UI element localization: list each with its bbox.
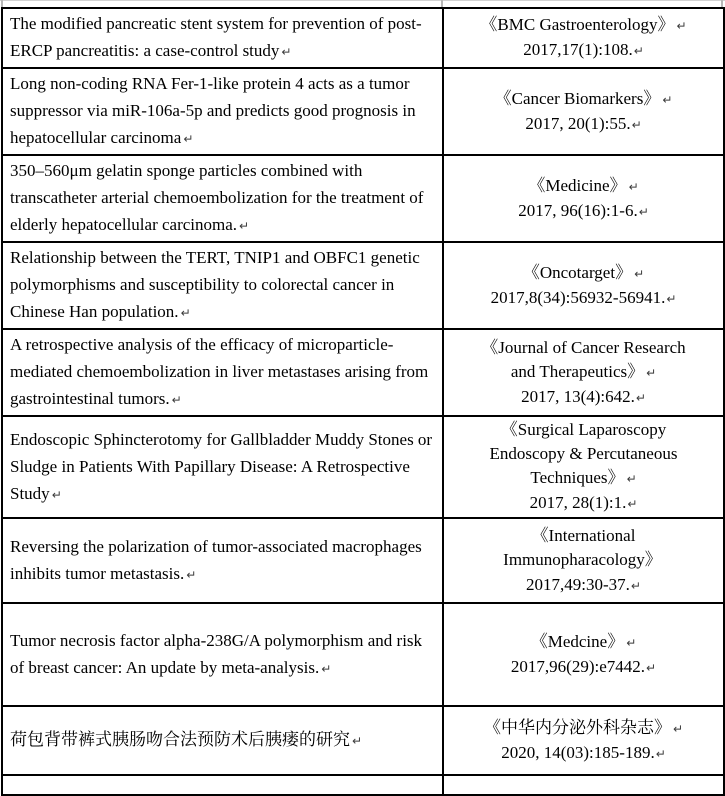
paper-title: 荷包背带裤式胰肠吻合法预防术后胰瘘的研究 <box>10 730 350 749</box>
paragraph-mark-icon: ↵ <box>180 306 191 320</box>
paragraph-mark-icon: ↵ <box>630 578 641 593</box>
paragraph-mark-icon: ↵ <box>676 19 687 33</box>
top-border-artifact <box>0 0 725 1</box>
journal-cell[interactable] <box>443 416 724 518</box>
citation: 2017,8(34):56932-56941. <box>490 287 666 307</box>
journal-cell[interactable] <box>443 8 724 68</box>
paragraph-mark-icon: ↵ <box>281 45 292 59</box>
paper-title: Endoscopic Sphincterotomy for Gallbladder Muddy Stones or Sludge in Patients With Papillary Disease: A Retrospective Study <box>10 429 433 503</box>
journal-cell[interactable] <box>443 518 724 603</box>
paragraph-mark-icon: ↵ <box>321 661 332 676</box>
journal-cell[interactable] <box>443 329 724 416</box>
paragraph-mark-icon: ↵ <box>635 390 646 405</box>
table-row <box>2 329 724 416</box>
paragraph-mark-icon: ↵ <box>183 132 194 146</box>
paper-title-cell[interactable] <box>2 706 443 775</box>
table-row <box>2 518 724 603</box>
paragraph-mark-icon: ↵ <box>633 44 644 58</box>
paper-title-cell[interactable] <box>2 416 443 518</box>
paper-title-cell[interactable] <box>2 329 443 416</box>
table-row <box>2 68 724 155</box>
paper-title-cell[interactable] <box>2 518 443 603</box>
paragraph-mark-icon: ↵ <box>666 291 677 306</box>
journal-cell[interactable] <box>443 68 724 155</box>
journal-cell[interactable] <box>443 155 724 242</box>
paper-title-cell[interactable] <box>2 8 443 68</box>
journal-name: 《Medcine》 <box>530 631 625 651</box>
citation: 2017, 28(1):1. <box>529 493 627 512</box>
journal-name: 《Cancer Biomarkers》 <box>494 88 661 108</box>
table-row <box>2 416 724 518</box>
citation: 2017, 20(1):55. <box>525 113 631 133</box>
citation: 2017,17(1):108. <box>523 40 633 59</box>
journal-cell[interactable] <box>443 706 724 775</box>
paragraph-mark-icon: ↵ <box>352 734 363 748</box>
paragraph-mark-icon: ↵ <box>628 179 639 194</box>
table-row <box>2 242 724 329</box>
journal-name: 《International Immunopharacology》 <box>503 525 662 569</box>
table-row <box>2 706 724 775</box>
journal-name: 《Medicine》 <box>528 175 627 195</box>
paper-title: Long non-coding RNA Fer-1-like protein 4 acts as a tumor suppressor via miR-106a-5p and predicts good prognosis in hepatocellular carcinoma <box>10 74 416 147</box>
citation: 2017,49:30-37. <box>526 574 630 594</box>
paragraph-mark-icon: ↵ <box>186 567 197 582</box>
journal-cell[interactable] <box>443 603 724 706</box>
paper-title-cell[interactable] <box>2 775 443 795</box>
journal-name: 《Journal of Cancer Research and Therapeutics》 <box>481 337 686 381</box>
paper-title: Tumor necrosis factor alpha-238G/A polymorphism and risk of breast cancer: An update by meta-analysis. <box>10 630 423 677</box>
paper-title-cell[interactable] <box>2 242 443 329</box>
paper-title: A retrospective analysis of the efficacy of microparticle-mediated chemoembolization in liver metastases arising from gastrointestinal tumors. <box>10 335 429 408</box>
paragraph-mark-icon: ↵ <box>626 635 637 650</box>
paragraph-mark-icon: ↵ <box>627 497 638 511</box>
citation: 2020, 14(03):185-189. <box>501 742 655 762</box>
journal-name: 《Surgical Laparoscopy Endoscopy & Percutaneous Techniques》 <box>489 420 678 487</box>
paragraph-mark-icon: ↵ <box>51 487 62 502</box>
paper-title: The modified pancreatic stent system for prevention of post-ERCP pancreatitis: a case-control study <box>10 14 422 60</box>
paragraph-mark-icon: ↵ <box>171 393 182 407</box>
journal-cell[interactable] <box>443 242 724 329</box>
divider-border-stub <box>441 0 443 7</box>
journal-name: 《中华内分泌外科杂志》 <box>483 717 671 737</box>
journal-name: 《Oncotarget》 <box>522 262 633 282</box>
paper-title: Relationship between the TERT, TNIP1 and OBFC1 genetic polymorphisms and susceptibility to colorectal cancer in Chinese Han population. <box>10 248 420 321</box>
journal-name: 《BMC Gastroenterology》 <box>480 15 675 34</box>
table-row <box>2 155 724 242</box>
table-row <box>2 8 724 68</box>
paper-title-cell[interactable] <box>2 155 443 242</box>
paragraph-mark-icon: ↵ <box>646 660 657 675</box>
paragraph-mark-icon: ↵ <box>672 721 684 736</box>
publications-table <box>1 7 725 796</box>
paragraph-mark-icon: ↵ <box>239 219 250 233</box>
paragraph-mark-icon: ↵ <box>626 472 637 486</box>
right-border-stub <box>721 0 723 7</box>
paper-title-cell[interactable] <box>2 68 443 155</box>
paper-title-cell[interactable] <box>2 603 443 706</box>
paragraph-mark-icon: ↵ <box>638 204 649 219</box>
journal-cell[interactable] <box>443 775 724 795</box>
citation: 2017,96(29):e7442. <box>510 656 646 676</box>
paragraph-mark-icon: ↵ <box>631 117 642 132</box>
paper-title: Reversing the polarization of tumor-associated macrophages inhibits tumor metastasis. <box>10 536 422 583</box>
citation: 2017, 13(4):642. <box>521 386 635 406</box>
citation: 2017, 96(16):1-6. <box>518 200 638 220</box>
left-border-stub <box>1 0 3 7</box>
paragraph-mark-icon: ↵ <box>655 746 666 761</box>
paragraph-mark-icon: ↵ <box>634 266 645 281</box>
table-row <box>2 603 724 706</box>
paragraph-mark-icon: ↵ <box>662 92 673 107</box>
paragraph-mark-icon: ↵ <box>646 365 657 380</box>
table-row-partial <box>2 775 724 795</box>
paper-title: 350–560μm gelatin sponge particles combined with transcatheter arterial chemoembolization for the treatment of elderly hepatocellular carcinoma. <box>10 161 424 234</box>
